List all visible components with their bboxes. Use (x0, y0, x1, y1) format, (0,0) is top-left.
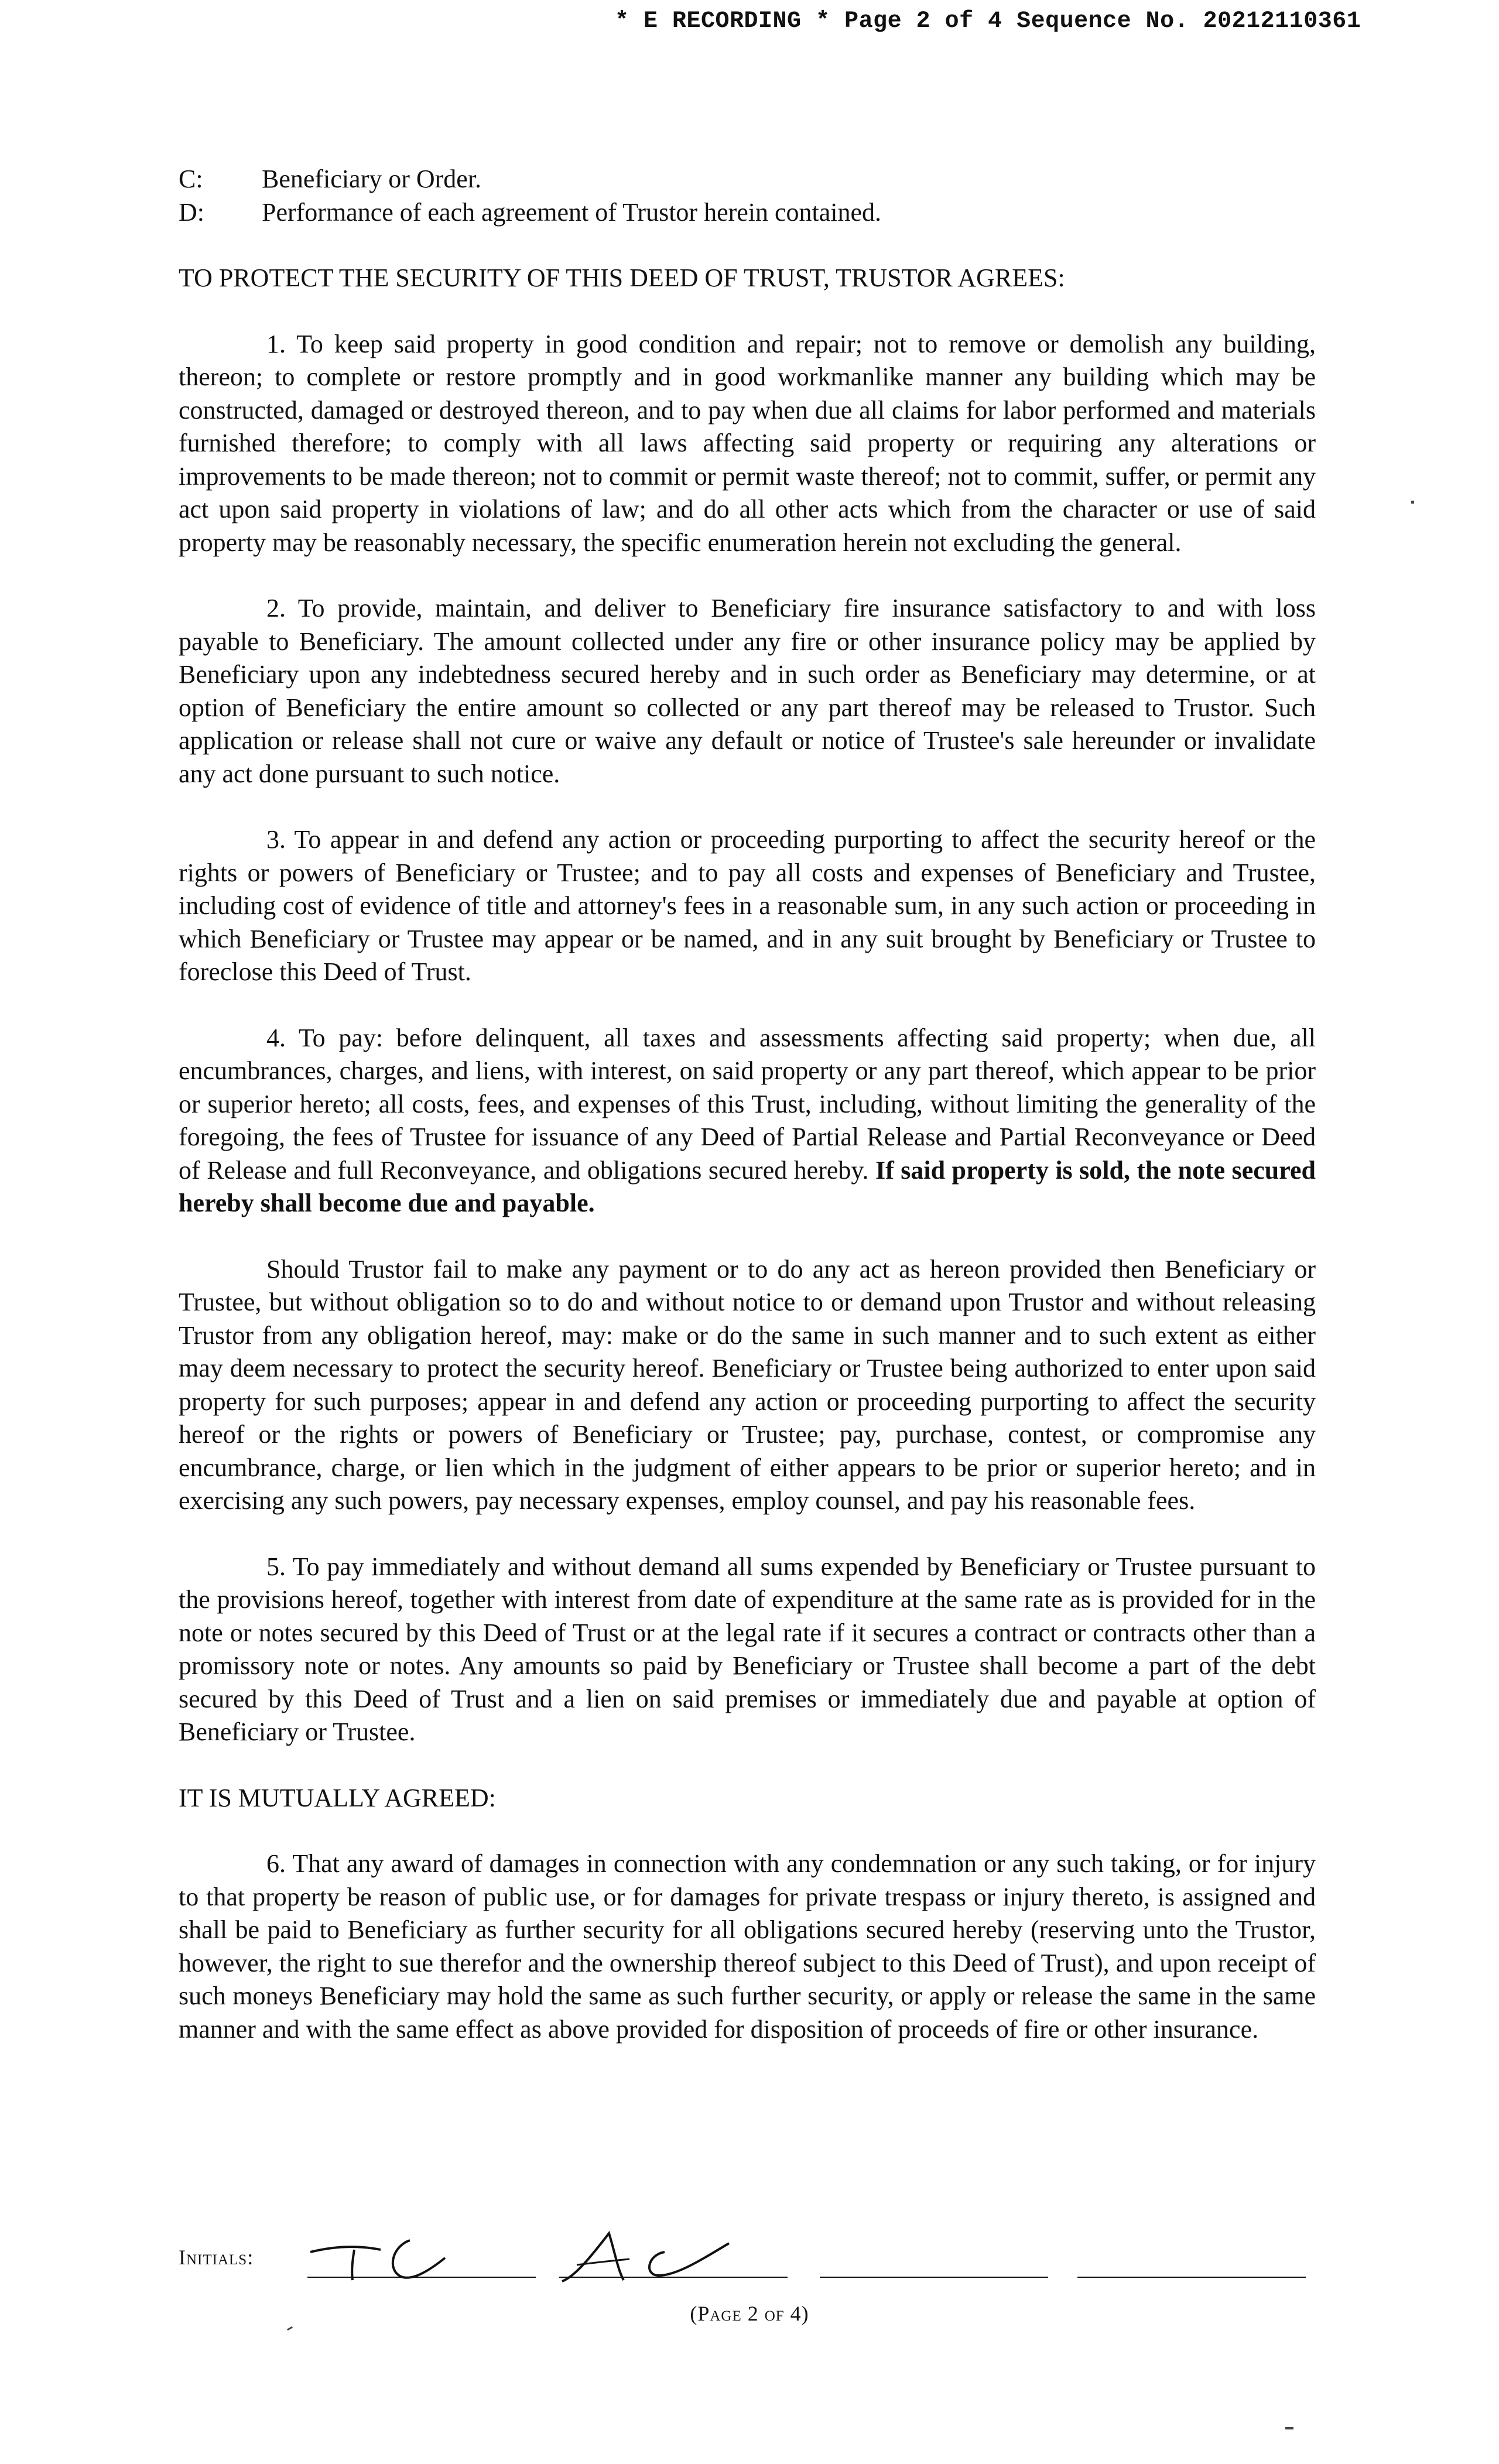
paragraph-1: 1. To keep said property in good condition and repair; not to remove or demolish any building, thereon; to complete or restore promptly and in good workmanlike manner any building which may be constructed, damaged or destroyed thereon, and to pay when due all claims for labor performed and materials furnished therefore; to comply with all laws affecting said property or requiring any alterations or improvements to be made thereon; not to commit or permit waste thereof; not to commit, suffer, or permit any act upon said property in violations of law; and do all other acts which from the character or use of said property may be reasonably necessary, the specific enumeration herein not excluding the general. (179, 329, 1316, 557)
paragraph-4-bold-clause: If said property is sold, the note secured hereby shall become due and payable. (179, 1155, 1316, 1217)
initials-line-1 (307, 2277, 536, 2278)
list-item-c (179, 163, 1316, 196)
recording-header: * E RECORDING * Page 2 of 4 Sequence No. 20212110361 (615, 8, 1361, 35)
heading-protect-security: TO PROTECT THE SECURITY OF THIS DEED OF TRUST, TRUSTOR AGREES: (179, 263, 1065, 292)
list-text: Beneficiary or Order. (262, 165, 482, 193)
paragraph-4 (179, 1022, 1316, 1220)
document-body (179, 163, 1316, 2046)
initials-label: Initials: (179, 2246, 254, 2269)
initials-line-4 (1077, 2277, 1306, 2278)
scan-speck (1411, 501, 1414, 504)
paragraph-5: 5. To pay immediately and without demand all sums expended by Beneficiary or Trustee pursuant to the provisions hereof, together with interest from date of expenditure at the same rate as is provided for in the note or notes secured by this Deed of Trust or at the legal rate if it secures a contract or contracts other than a promissory note or notes. Any amounts so paid by Beneficiary or Trustee shall become a part of the debt secured by this Deed of Trust and a lien on said premises or immediately due and payable at option of Beneficiary or Trustee. (179, 1552, 1316, 1746)
paragraph-3: 3. To appear in and defend any action or proceeding purporting to affect the security hereof or the rights or powers of Beneficiary or Trustee; and to pay all costs and expenses of Beneficiary and Trustee, including cost of evidence of title and attorney's fees in a reasonable sum, in any such action or proceeding in which Beneficiary or Trustee may appear or be named, and in any suit brought by Beneficiary or Trustee to foreclose this Deed of Trust. (179, 825, 1316, 986)
list-text: Performance of each agreement of Trustor herein contained. (262, 197, 882, 227)
paragraph-should-trustor-fail: Should Trustor fail to make any payment or to do any act as hereon provided then Beneficiary or Trustee, but without obligation so to do and without notice to or demand upon Trustor and without releasing Trustor from any obligation hereof, may: make or do the same in such manner and to such extent as either may deem necessary to protect the security hereof. Beneficiary or Trustee being authorized to enter upon said property for such purposes; appear in and defend any action or proceeding purporting to affect the security hereof or the rights or powers of Beneficiary or Trustee; pay, purchase, contest, or compromise any encumbrance, charge, or lien which in the judgment of either appears to be prior or superior hereto; and in exercising any such powers, pay necessary expenses, employ counsel, and pay his reasonable fees. (179, 1254, 1316, 1515)
paragraph-6: 6. That any award of damages in connection with any condemnation or any such taking, or for injury to that property be reason of public use, or for damages for private trespass or injury thereto, is assigned and shall be paid to Beneficiary as further security for all obligations secured hereby (reserving unto the Trustor, however, the right to sue therefor and the ownership thereof subject to this Deed of Trust), and upon receipt of such moneys Beneficiary may hold the same as such further security, or apply or release the same in the same manner and with the same effect as above provided for disposition of proceeds of fire or other insurance. (179, 1849, 1316, 2044)
signature-initials-tc (299, 2229, 451, 2287)
list-letter: D: (179, 197, 204, 227)
page-footer: (Page 2 of 4) (690, 2302, 809, 2325)
scan-speck (287, 2326, 293, 2331)
initials-row (179, 2229, 1316, 2287)
paragraph-4-text: 4. To pay: before delinquent, all taxes and assessments affecting said property; when due, all encumbrances, charges, and liens, with interest, on said property or any part thereof, which appear to be prior or superior hereto; all costs, fees, and expenses of this Trust, including, without limiting the generality of the foregoing, the fees of Trustee for issuance of any Deed of Partial Release and Partial Reconveyance or Deed of Release and full Reconveyance, and obligations secured hereby. (179, 1023, 1316, 1185)
paragraph-2: 2. To provide, maintain, and deliver to Beneficiary fire insurance satisfactory to and with loss payable to Beneficiary. The amount collected under any fire or other insurance policy may be applied by Beneficiary upon any indebtedness secured hereby and in such order as Beneficiary may determine, or at option of Beneficiary the entire amount so collected or any part thereof may be released to Trustor. Such application or release shall not cure or waive any default or notice of Trustee's sale hereunder or invalidate any act done pursuant to such notice. (179, 594, 1316, 788)
list-letter: C: (179, 165, 203, 193)
signature-initials-ac (553, 2229, 741, 2287)
scan-speck (1285, 2427, 1293, 2429)
list-item-d (179, 196, 1316, 230)
heading-mutually-agreed: IT IS MUTUALLY AGREED: (179, 1783, 496, 1812)
initials-line-2 (559, 2277, 788, 2278)
initials-line-3 (820, 2277, 1048, 2278)
